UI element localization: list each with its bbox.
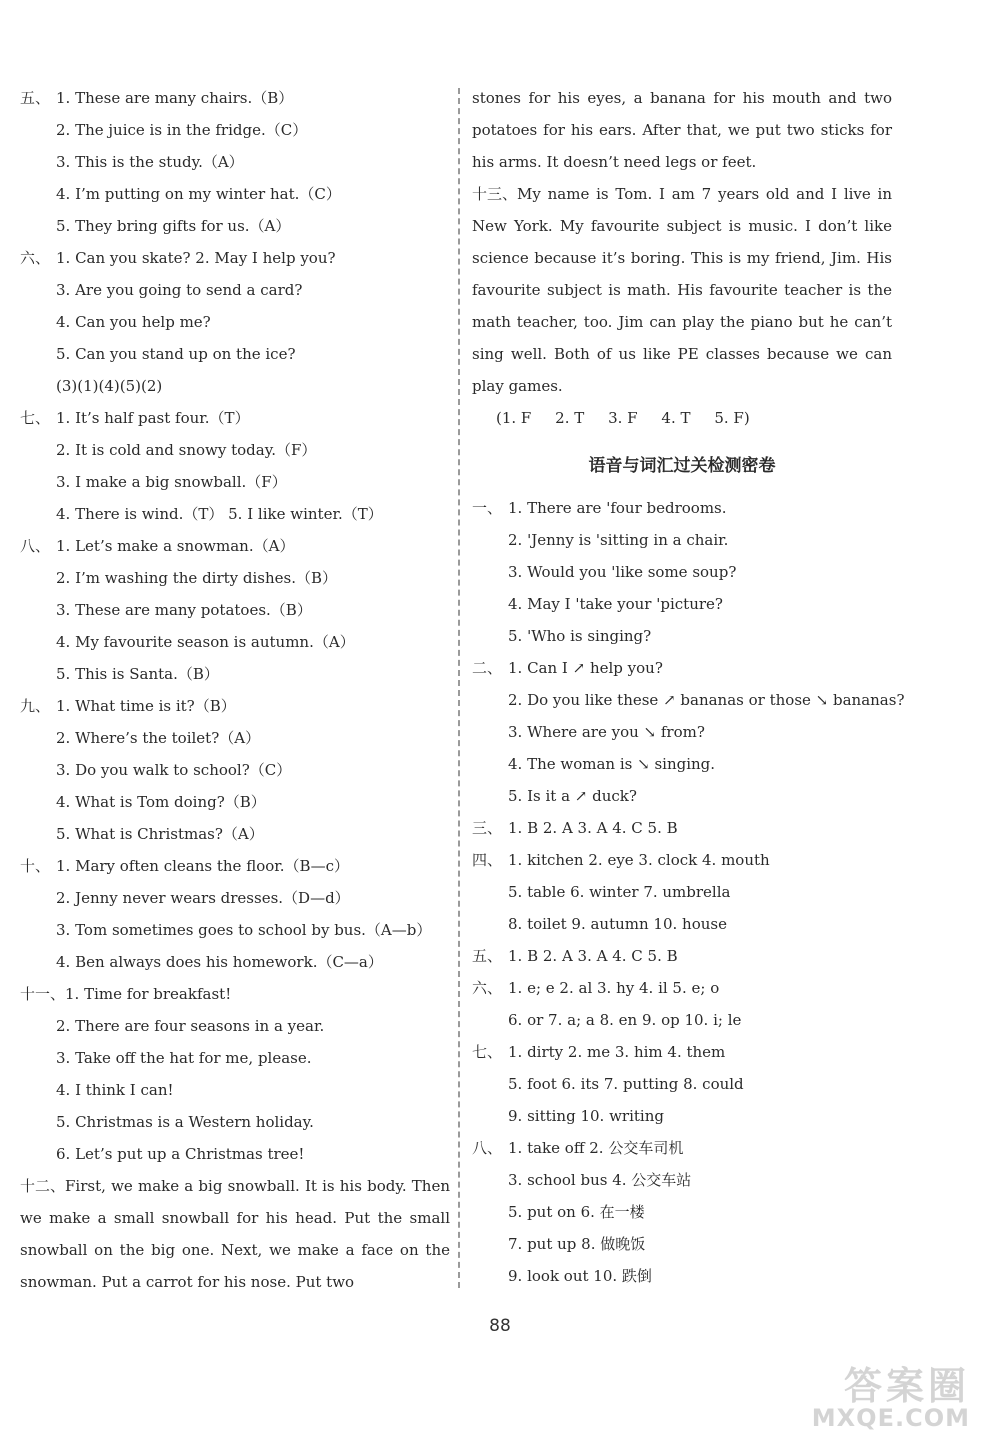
answer-line [20, 818, 450, 850]
answer-line [20, 722, 450, 754]
answer-line [472, 940, 892, 972]
answer-line [472, 1132, 892, 1164]
answer-line [472, 1100, 892, 1132]
answer-line [472, 652, 892, 684]
section-number: 八、 [472, 1139, 503, 1157]
answer-line [472, 1036, 892, 1068]
answer-text: 7. put up 8. 做晚饭 [508, 1235, 646, 1253]
answer-text: 1. take off 2. 公交车司机 [508, 1139, 684, 1157]
answer-line [20, 1106, 450, 1138]
answer-text: 1. B 2. A 3. A 4. C 5. B [508, 947, 678, 965]
answer-line [20, 946, 450, 978]
answer-text: 4. I’m putting on my winter hat.（C） [56, 185, 341, 203]
answer-line [472, 1196, 892, 1228]
section-number: 六、 [20, 249, 51, 267]
answer-text: 2. Do you like these ↗ bananas or those ↘ bananas? [508, 691, 905, 709]
answer-line [20, 882, 450, 914]
answer-line [20, 658, 450, 690]
answer-line [20, 562, 450, 594]
answer-line [20, 146, 450, 178]
answer-text: 5. Christmas is a Western holiday. [56, 1113, 314, 1131]
answer-line [472, 1260, 892, 1292]
answer-line [20, 402, 450, 434]
answer-text: 3. Do you walk to school?（C） [56, 761, 292, 779]
answer-text: 3. Are you going to send a card? [56, 281, 303, 299]
answer-line [20, 1074, 450, 1106]
section-number: 五、 [472, 947, 503, 965]
answer-line [20, 1042, 450, 1074]
answer-text: 5. This is Santa.（B） [56, 665, 219, 683]
answer-text: 8. toilet 9. autumn 10. house [508, 915, 727, 933]
answer-line [20, 626, 450, 658]
answer-line [472, 524, 892, 556]
right-column [472, 82, 905, 1292]
answer-text: 2. It is cold and snowy today.（F） [56, 441, 317, 459]
answer-line [20, 242, 450, 274]
answer-line [20, 498, 450, 530]
answer-text: 5. Can you stand up on the ice? [56, 345, 296, 363]
section-title: 语音与词汇过关检测密卷 [588, 456, 776, 476]
exercise-12-text: First, we make a big snowball. It is his body. Then we make a small snowball for his head. Put the small snowball on the big one. Next, we make a face on the snowman. Put a carrot for his nose. Put two [20, 1177, 450, 1291]
watermark-logo [812, 1355, 970, 1432]
answer-text: 1. Mary often cleans the floor.（B—c） [56, 857, 349, 875]
answer-text: 5. foot 6. its 7. putting 8. could [508, 1075, 744, 1093]
column-divider [458, 88, 460, 1288]
exercise-12 [20, 1170, 450, 1298]
answer-text: 4. My favourite season is autumn.（A） [56, 633, 355, 651]
answer-text: 3. Would you 'like some soup? [508, 563, 737, 581]
answer-line [472, 620, 892, 652]
answer-text: 4. I think I can! [56, 1081, 174, 1099]
exercise-13 [472, 178, 892, 402]
section-number: 八、 [20, 537, 51, 555]
answer-line [472, 1164, 892, 1196]
answer-line [472, 908, 892, 940]
answer-line [20, 274, 450, 306]
answer-text: 1. dirty 2. me 3. him 4. them [508, 1043, 726, 1061]
answer-text: 5. 'Who is singing? [508, 627, 652, 645]
watermark-text: 答案圈 [843, 1364, 970, 1408]
answer-line [472, 684, 905, 716]
answer-text: (3)(1)(4)(5)(2) [56, 377, 163, 395]
answer-text: 6. Let’s put up a Christmas tree! [56, 1145, 305, 1163]
answer-text: 3. These are many potatoes.（B） [56, 601, 312, 619]
answer-line [472, 780, 892, 812]
answer-line [472, 716, 892, 748]
answer-line [20, 530, 450, 562]
answer-text: 2. Jenny never wears dresses.（D—d） [56, 889, 350, 907]
section-number: 七、 [472, 1043, 503, 1061]
answer-line [20, 690, 450, 722]
answer-text: 3. Take off the hat for me, please. [56, 1049, 312, 1067]
section-number: 十三、 [472, 185, 518, 203]
answer-text: 5. put on 6. 在一楼 [508, 1203, 645, 1221]
answer-line [20, 850, 450, 882]
answer-text: 2. There are four seasons in a year. [56, 1017, 325, 1035]
answer-text: 2. The juice is in the fridge.（C） [56, 121, 308, 139]
answer-line [20, 210, 450, 242]
answer-text: 1. It’s half past four.（T） [56, 409, 250, 427]
answer-text: 4. The woman is ↘ singing. [508, 755, 716, 773]
section-number: 一、 [472, 499, 503, 517]
watermark-url: MXQE.COM [811, 1404, 970, 1432]
answer-text: 9. sitting 10. writing [508, 1107, 664, 1125]
answer-text: 1. kitchen 2. eye 3. clock 4. mouth [508, 851, 770, 869]
answer-line [20, 178, 450, 210]
answer-text: 9. look out 10. 跌倒 [508, 1267, 652, 1285]
answer-text: 2. 'Jenny is 'sitting in a chair. [508, 531, 729, 549]
answer-text: 4. Can you help me? [56, 313, 211, 331]
exercise-13-text: My name is Tom. I am 7 years old and I live in New York. My favourite subject is music. I don’t like science because it’s boring. This is my friend, Jim. His favourite subject is math. His favourite teacher is the math teacher, too. Jim can play the piano but he can’t sing well. Both of us like PE classes because we can play games. [472, 185, 892, 395]
answer-line [472, 588, 892, 620]
answer-line [20, 594, 450, 626]
section-number: 七、 [20, 409, 51, 427]
section-number: 十一、 [20, 985, 66, 1003]
section-number: 二、 [472, 659, 503, 677]
answer-text: 6. or 7. a; a 8. en 9. op 10. i; le [508, 1011, 742, 1029]
answer-line [20, 114, 450, 146]
section-number: 三、 [472, 819, 503, 837]
answer-text: 1. What time is it?（B） [56, 697, 236, 715]
left-column [20, 82, 450, 1298]
answer-line [472, 972, 892, 1004]
answer-text: 3. school bus 4. 公交车站 [508, 1171, 692, 1189]
answer-line [20, 1010, 450, 1042]
answer-text: 1. B 2. A 3. A 4. C 5. B [508, 819, 678, 837]
answer-text: 1. These are many chairs.（B） [56, 89, 294, 107]
answer-text: 1. e; e 2. al 3. hy 4. il 5. e; o [508, 979, 720, 997]
answer-text: 5. They bring gifts for us.（A） [56, 217, 291, 235]
answer-line [472, 1228, 892, 1260]
exercise-12-continued: stones for his eyes, a banana for his mouth and two potatoes for his ears. After that, we put two sticks for his arms. It doesn’t need legs or feet. [472, 89, 892, 171]
answer-line [472, 748, 892, 780]
answer-line [472, 556, 892, 588]
answer-text: 1. There are 'four bedrooms. [508, 499, 727, 517]
answer-text: 3. This is the study.（A） [56, 153, 244, 171]
answer-line [472, 492, 892, 524]
answer-text: 2. I’m washing the dirty dishes.（B） [56, 569, 338, 587]
answer-line [20, 434, 450, 466]
answer-line [472, 876, 892, 908]
answer-text: 1. Time for breakfast! [65, 985, 232, 1003]
page-number: 88 [489, 1316, 511, 1336]
exercise-13-answers: (1. F 2. T 3. F 4. T 5. F) [496, 409, 750, 427]
answer-line [20, 914, 450, 946]
section-number: 十、 [20, 857, 51, 875]
answer-text: 3. Tom sometimes goes to school by bus.（A—b） [56, 921, 432, 939]
answer-text: 4. There is wind.（T） 5. I like winter.（T） [56, 505, 383, 523]
answer-text: 4. What is Tom doing?（B） [56, 793, 266, 811]
answer-list-right [472, 492, 905, 1292]
answer-line [20, 466, 450, 498]
answer-line [20, 754, 450, 786]
answer-line [472, 1068, 892, 1100]
answer-line [20, 786, 450, 818]
answer-line [20, 306, 450, 338]
answer-line [472, 844, 892, 876]
answer-line [20, 338, 450, 370]
section-number: 五、 [20, 89, 51, 107]
answer-text: 3. I make a big snowball.（F） [56, 473, 287, 491]
answer-text: 1. Can you skate? 2. May I help you? [56, 249, 336, 267]
answer-line [472, 1004, 892, 1036]
answer-line [472, 812, 892, 844]
answer-text: 5. What is Christmas?（A） [56, 825, 264, 843]
answer-line [20, 1138, 450, 1170]
section-number: 四、 [472, 851, 503, 869]
answer-line [20, 978, 450, 1010]
answer-text: 3. Where are you ↘ from? [508, 723, 705, 741]
section-number: 六、 [472, 979, 503, 997]
answer-text: 5. table 6. winter 7. umbrella [508, 883, 731, 901]
section-number: 十二、 [20, 1177, 66, 1195]
answer-line [20, 370, 450, 402]
answer-text: 4. May I 'take your 'picture? [508, 595, 723, 613]
section-number: 九、 [20, 697, 51, 715]
answer-text: 2. Where’s the toilet?（A） [56, 729, 261, 747]
answer-text: 4. Ben always does his homework.（C—a） [56, 953, 383, 971]
answer-text: 1. Can I ↗ help you? [508, 659, 663, 677]
answer-line [20, 82, 450, 114]
answer-text: 1. Let’s make a snowman.（A） [56, 537, 295, 555]
answer-text: 5. Is it a ↗ duck? [508, 787, 637, 805]
